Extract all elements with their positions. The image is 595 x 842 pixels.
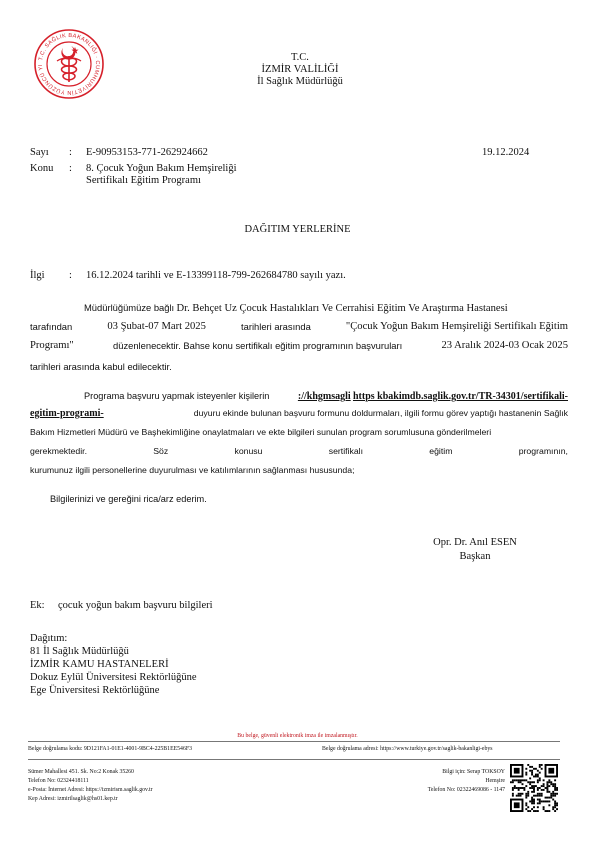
konu-line-1: 8. Çocuk Yoğun Bakım Hemşireliği xyxy=(86,163,237,174)
sayi-label: Sayı xyxy=(30,147,49,158)
ilgi-label: İlgi xyxy=(30,270,45,281)
ministry-logo xyxy=(33,28,105,100)
para2-line-1: Programa başvuru yapmak isteyenler kişilerin ://khgmsagli https kbakimdb.saglik.gov.tr/TR-34301/sertifikali- xyxy=(84,391,568,402)
ministry-seal-icon xyxy=(33,28,105,100)
header-governorship: İZMİR VALİLİĞİ xyxy=(261,64,339,75)
footer-kep: Kep Adresi: izmirilsaglik@hs01.kep.tr xyxy=(28,796,118,802)
sayi-value: E-90953153-771-262924662 xyxy=(86,147,208,158)
para2-line-5: kurumunuz ilgili personellerine duyurulması ve katılımlarının sağlanması hususunda; xyxy=(30,465,355,475)
signature-title: Başkan xyxy=(459,551,491,562)
para1-line-1: Müdürlüğümüze bağlı Dr. Behçet Uz Çocuk Hastalıkları Ve Cerrahisi Eğitim Ve Araştırma Hastanesi xyxy=(84,302,508,314)
info-contact-phone: Telefon No: 02322469086 - 1147 xyxy=(427,787,505,793)
closing-text: Bilgilerinizi ve gereğini rica/arz ederim. xyxy=(50,494,207,504)
info-contact-title: Hemşire xyxy=(485,778,505,784)
para2-line-3: Bakım Hizmetleri Müdürü ve Başhekimliğine onaylatmaları ve ekte bilgileri sunulan program sorumlusuna gönderilmeleri xyxy=(30,427,492,437)
distribution-label: Dağıtım: xyxy=(30,633,68,644)
footer-phone: Telefon No: 02324418111 xyxy=(28,778,89,784)
para1-line-4: tarihleri arasında kabul edilecektir. xyxy=(30,361,172,372)
para2-line-2: egitim-programi- duyuru ekinde bulunan başvuru formunu doldurmaları, ilgili formu görev yaptığı hastanenin Sağlık xyxy=(30,408,568,419)
para1-line-3: Programı" düzenlenecektir. Bahse konu sertifikalı eğitim programının başvuruları 23 Aralık 2024-03 Ocak 2025 xyxy=(30,340,568,351)
konu-colon: : xyxy=(69,163,72,174)
ilgi-colon: : xyxy=(69,270,72,281)
info-contact-name: Bilgi için: Serap TOKSOY xyxy=(442,769,505,775)
verify-address: Belge doğrulama adresi: https://www.turkiye.gov.tr/saglik-bakanligi-ebys xyxy=(322,746,493,752)
addressee: DAĞITIM YERLERİNE xyxy=(244,224,351,235)
para2-line-4: gerekmektedir. Söz konusu sertifikalı eğitim programının, xyxy=(30,446,568,456)
header-directorate: İl Sağlık Müdürlüğü xyxy=(257,76,343,87)
attachment-value: çocuk yoğun bakım başvuru bilgileri xyxy=(58,600,213,611)
distribution-item: Ege Üniversitesi Rektörlüğüne xyxy=(30,685,160,696)
application-link-part-1[interactable]: ://khgmsagli xyxy=(297,391,351,402)
sayi-colon: : xyxy=(69,147,72,158)
distribution-item: Dokuz Eylül Üniversitesi Rektörlüğüne xyxy=(30,672,197,683)
konu-label: Konu xyxy=(30,163,54,174)
svg-text:T.C. SAĞLIK BAKANLIĞI · CUMHUR: T.C. SAĞLIK BAKANLIĞI · CUMHURİYETİN YÜZÜNCÜ YI xyxy=(37,32,101,96)
distribution-block xyxy=(30,632,197,697)
konu-line-2: Sertifikalı Eğitim Programı xyxy=(86,175,201,186)
ilgi-value: 16.12.2024 tarihli ve E-13399118-799-262684780 sayılı yazı. xyxy=(86,270,346,281)
header-tc: T.C. xyxy=(291,52,309,63)
verify-code: Belge doğrulama kodu: 9D121FA1-01E1-4001-9BC4-225B1EE546F3 xyxy=(28,746,192,752)
footer-address: Sümer Mahallesi 451. Sk. No:2 Konak 35260 xyxy=(28,769,134,775)
signature-name: Opr. Dr. Anıl ESEN xyxy=(433,537,517,548)
attachment-label: Ek: xyxy=(30,600,45,611)
footer-web: e-Posta: İnternet Adresi: https://izmirism.saglik.gov.tr xyxy=(28,787,153,793)
esign-note: Bu belge, güvenli elektronik imza ile imzalanmıştır. xyxy=(237,733,358,739)
qr-code-icon xyxy=(510,764,558,812)
application-link-part-2[interactable]: https kbakimdb.saglik.gov.tr/TR-34301/sertifikali- xyxy=(352,391,568,402)
para1-line-2: tarafından 03 Şubat-07 Mart 2025 tarihleri arasında "Çocuk Yoğun Bakım Hemşireliği Sertifikalı Eğitim xyxy=(30,321,568,332)
footer-divider-bottom xyxy=(28,759,560,760)
application-link-part-3[interactable]: egitim-programi- xyxy=(30,408,104,419)
footer-divider-top xyxy=(28,741,560,742)
distribution-item: 81 İl Sağlık Müdürlüğü xyxy=(30,646,129,657)
distribution-item: İZMİR KAMU HASTANELERİ xyxy=(30,659,169,670)
document-date: 19.12.2024 xyxy=(482,147,530,158)
qr-code xyxy=(510,764,558,812)
